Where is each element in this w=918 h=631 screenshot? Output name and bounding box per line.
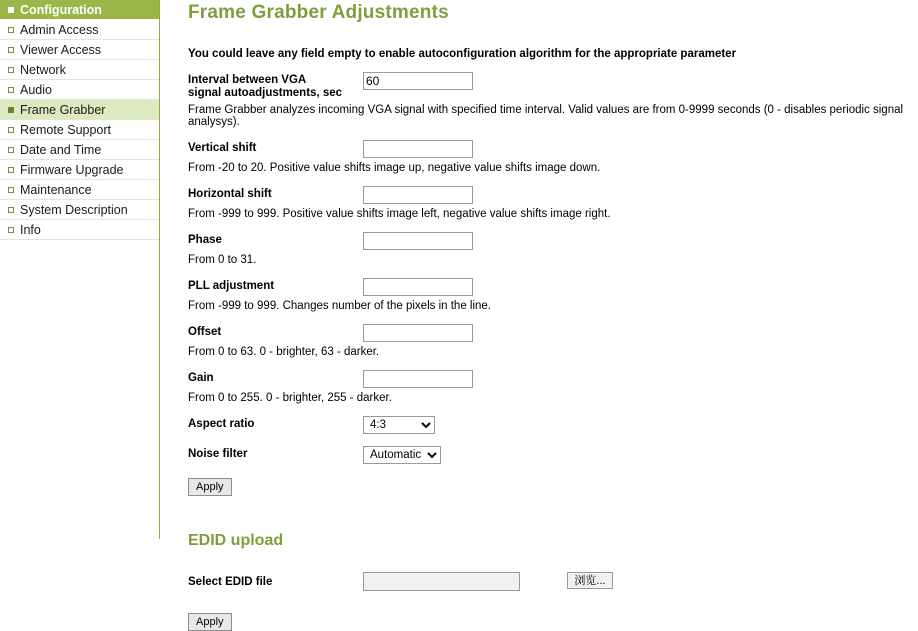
field-phase: [188, 232, 918, 266]
square-bullet-icon: [8, 147, 14, 153]
pll-adjustment-input[interactable]: [363, 278, 473, 296]
field-label-noise-filter: Noise filter: [188, 448, 248, 460]
sidebar-item-firmware-upgrade[interactable]: [0, 160, 159, 180]
main-content: [188, 0, 918, 631]
field-label-vertical-shift: Vertical shift: [188, 142, 257, 154]
phase-input[interactable]: [363, 232, 473, 250]
square-bullet-icon: [8, 87, 14, 93]
apply-row-adjustments: [188, 478, 918, 496]
sidebar-item-label: Maintenance: [20, 182, 92, 197]
page-title: Frame Grabber Adjustments: [188, 2, 449, 23]
sidebar-item-audio[interactable]: [0, 80, 159, 100]
square-bullet-icon: [8, 47, 14, 53]
interval-input[interactable]: [363, 72, 473, 90]
field-label-interval-line2: signal autoadjustments, sec: [188, 87, 343, 99]
sidebar-item-viewer-access[interactable]: [0, 40, 159, 60]
field-label-aspect-ratio: Aspect ratio: [188, 418, 255, 430]
edid-section-title: EDID upload: [188, 532, 284, 549]
field-helper-gain: From 0 to 255. 0 - brighter, 255 - darker.: [188, 392, 392, 404]
sidebar-item-system-description[interactable]: [0, 200, 159, 220]
aspect-ratio-select[interactable]: [363, 416, 435, 434]
apply-row-edid: [188, 613, 918, 631]
sidebar-item-label: Admin Access: [20, 22, 99, 37]
square-bullet-icon: [8, 67, 14, 73]
field-label-phase: Phase: [188, 234, 222, 246]
field-label-interval-line1: Interval between VGA: [188, 74, 307, 86]
edid-file-row: [188, 572, 918, 591]
field-interval: [188, 72, 918, 128]
field-helper-offset: From 0 to 63. 0 - brighter, 63 - darker.: [188, 346, 380, 358]
offset-input[interactable]: [363, 324, 473, 342]
field-helper-vertical-shift: From -20 to 20. Positive value shifts image up, negative value shifts image down.: [188, 162, 601, 174]
sidebar-item-label: Frame Grabber: [20, 102, 106, 117]
edid-file-path-text[interactable]: [364, 573, 519, 590]
field-label-horizontal-shift: Horizontal shift: [188, 188, 272, 200]
gain-input[interactable]: [363, 370, 473, 388]
sidebar-item-label: System Description: [20, 202, 128, 217]
field-helper-phase: From 0 to 31.: [188, 254, 257, 266]
square-bullet-icon: [8, 227, 14, 233]
sidebar-item-label: Date and Time: [20, 142, 102, 157]
sidebar-header-label: Configuration: [20, 2, 102, 17]
field-label-pll-adjustment: PLL adjustment: [188, 280, 275, 292]
edid-browse-button[interactable]: 浏览...: [567, 572, 613, 589]
sidebar: [0, 0, 160, 539]
sidebar-item-remote-support[interactable]: [0, 120, 159, 140]
sidebar-item-maintenance[interactable]: [0, 180, 159, 200]
field-pll-adjustment: [188, 278, 918, 312]
field-gain: [188, 370, 918, 404]
sidebar-item-label: Remote Support: [20, 122, 112, 137]
field-helper-interval: Frame Grabber analyzes incoming VGA signal with specified time interval. Valid values are from 0-9999 seconds (0 - disables periodic signal analysys).: [188, 104, 904, 128]
square-bullet-icon: [8, 187, 14, 193]
sidebar-item-label: Info: [20, 222, 41, 237]
square-bullet-icon: [8, 207, 14, 213]
sidebar-item-info[interactable]: [0, 220, 159, 240]
field-helper-horizontal-shift: From -999 to 999. Positive value shifts image left, negative value shifts image right.: [188, 208, 611, 220]
vertical-shift-input[interactable]: [363, 140, 473, 158]
field-helper-pll-adjustment: From -999 to 999. Changes number of the pixels in the line.: [188, 300, 492, 312]
field-horizontal-shift: [188, 186, 918, 220]
field-noise-filter: [188, 446, 918, 464]
noise-filter-select[interactable]: [363, 446, 441, 464]
square-bullet-icon: [8, 27, 14, 33]
edid-file-input[interactable]: [363, 572, 606, 591]
field-aspect-ratio: [188, 416, 918, 434]
sidebar-item-frame-grabber[interactable]: [0, 100, 159, 120]
field-label-gain: Gain: [188, 372, 214, 384]
sidebar-item-network[interactable]: [0, 60, 159, 80]
autoconfig-note: You could leave any field empty to enable autoconfiguration algorithm for the appropriate parameter: [188, 48, 737, 60]
field-label-offset: Offset: [188, 326, 222, 338]
sidebar-item-label: Audio: [20, 82, 52, 97]
sidebar-header: [0, 0, 159, 20]
sidebar-item-label: Network: [20, 62, 66, 77]
sidebar-item-label: Firmware Upgrade: [20, 162, 124, 177]
sidebar-item-date-and-time[interactable]: [0, 140, 159, 160]
edid-file-label: Select EDID file: [188, 575, 273, 588]
square-bullet-icon: [8, 7, 14, 13]
field-offset: [188, 324, 918, 358]
sidebar-item-label: Viewer Access: [20, 42, 102, 57]
apply-edid-button[interactable]: Apply: [188, 613, 232, 631]
field-vertical-shift: [188, 140, 918, 174]
square-bullet-icon: [8, 167, 14, 173]
sidebar-item-admin-access[interactable]: [0, 20, 159, 40]
field-label-interval: [188, 72, 363, 100]
horizontal-shift-input[interactable]: [363, 186, 473, 204]
square-bullet-icon: [8, 107, 14, 113]
square-bullet-icon: [8, 127, 14, 133]
apply-adjustments-button[interactable]: Apply: [188, 478, 232, 496]
